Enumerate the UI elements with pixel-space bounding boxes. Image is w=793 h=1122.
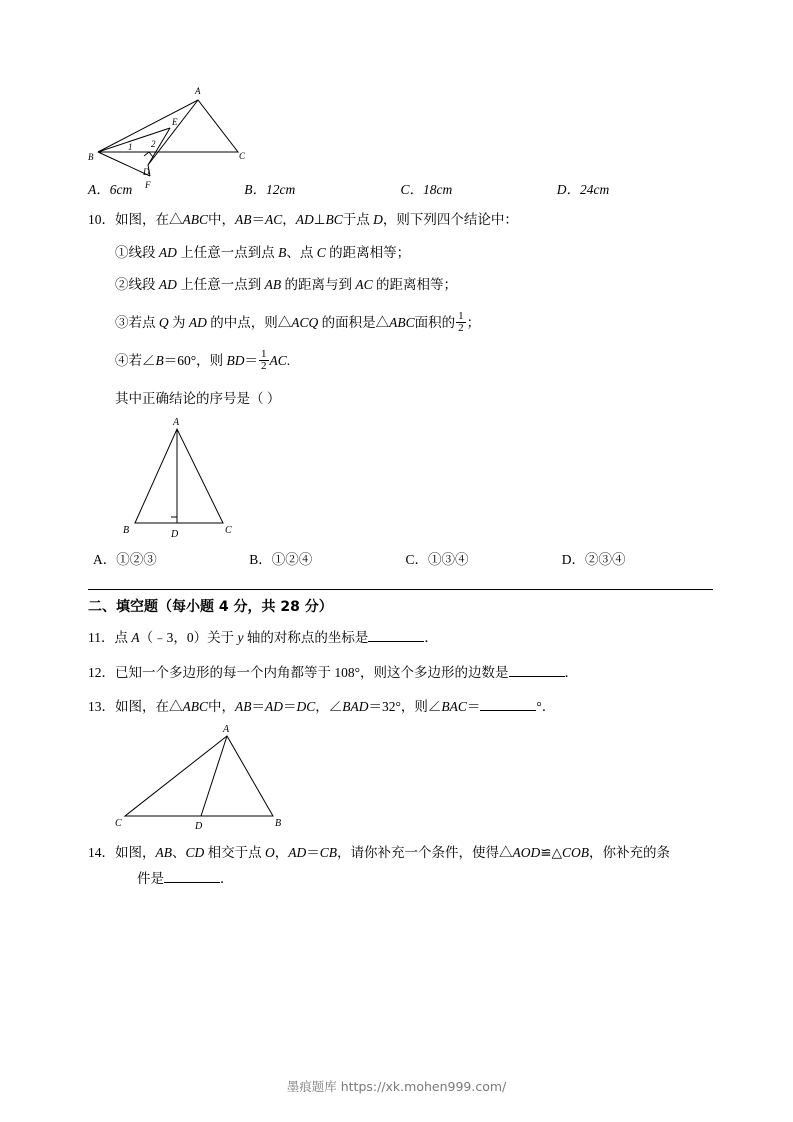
- question-12: [88, 660, 713, 686]
- svg-text:2: 2: [151, 139, 156, 149]
- svg-text:1: 1: [128, 142, 133, 152]
- q10-choice-b[interactable]: B．①②④: [249, 552, 313, 568]
- q14-text-2: 件是 ．: [115, 866, 713, 892]
- figure-q13: [115, 724, 713, 834]
- svg-text:A: A: [195, 86, 201, 96]
- question-10: [88, 207, 713, 573]
- svg-text:D: D: [171, 529, 179, 541]
- svg-text:B: B: [123, 525, 130, 537]
- q10-statement-4: ④若∠B＝60°，则 BD＝ $\frac{1}{2}$ AC.: [115, 347, 291, 373]
- q13-text: 如图，在△ABC中，AB＝AD＝DC，∠BAD＝32°，则∠BAC＝ °．: [115, 694, 713, 720]
- page-footer: 墨痕题库 https://xk.mohen999.com/: [286, 1079, 507, 1094]
- figure-q10-svg: [115, 417, 285, 545]
- q14-text: 如图，AB、CD 相交于点 O，AD＝CB，请你补充一个条件，使得△AOD≌△COB，你补充的条: [115, 845, 670, 861]
- q14-answer-blank[interactable]: [164, 868, 220, 883]
- q10-stem: 如图，在△ABC中，AB＝AC，AD⊥BC于点 D，则下列四个结论中：: [115, 212, 518, 227]
- question-11: [88, 625, 713, 651]
- section-2-heading: 二、填空题（每小题 4 分，共 28 分）: [88, 589, 713, 616]
- svg-text:E: E: [172, 117, 178, 127]
- q14-number: 14．: [88, 845, 115, 861]
- question-13: [88, 694, 713, 836]
- q10-choice-a[interactable]: A．①②③: [93, 552, 157, 568]
- q12-answer-blank[interactable]: [509, 662, 565, 677]
- svg-text:B: B: [88, 152, 94, 162]
- q13-number: 13．: [88, 699, 115, 715]
- fraction-one-half: $\frac{1}{2}$: [458, 309, 464, 335]
- svg-text:D: D: [143, 167, 150, 177]
- figure-q10: [115, 417, 718, 545]
- svg-text:C: C: [239, 151, 246, 161]
- svg-text:A: A: [173, 417, 180, 429]
- q9-choice-a[interactable]: A．6cm: [88, 182, 133, 197]
- q10-statement-3: ③若点 Q 为 AD 的中点，则△ACQ 的面积是△ABC面积的 $\frac{1}{2}$ ；: [115, 309, 481, 335]
- fraction-one-half-2: $\frac{1}{2}$: [261, 347, 267, 373]
- q10-statement-2: ②线段 AD 上任意一点到 AB 的距离与到 AC 的距离相等；: [115, 277, 458, 293]
- q10-choice-d[interactable]: D．②③④: [561, 552, 626, 568]
- q10-choice-c[interactable]: C．①③④: [405, 552, 469, 568]
- q11-number: 11．: [88, 630, 115, 646]
- svg-text:A: A: [223, 724, 230, 736]
- q10-choices: [93, 547, 718, 573]
- q9-choice-b[interactable]: B．12cm: [244, 182, 296, 197]
- q12-number: 12．: [88, 664, 115, 680]
- q11-text: 点 A（﹣3，0）关于 y 轴的对称点的坐标是 ．: [115, 625, 714, 651]
- q12-text: 已知一个多边形的每一个内角都等于 108°，则这个多边形的边数是 ．: [115, 660, 713, 686]
- svg-text:B: B: [275, 818, 282, 830]
- document-body: [88, 60, 713, 891]
- q11-answer-blank[interactable]: [368, 628, 424, 643]
- q9-choice-c[interactable]: C．18cm: [400, 182, 453, 197]
- q9-choices: [88, 178, 713, 198]
- q10-tail: 其中正确结论的序号是（ ）: [115, 390, 281, 406]
- q13-answer-blank[interactable]: [480, 697, 536, 712]
- q10-statement-1: ①线段 AD 上任意一点到点 B、点 C 的距离相等；: [115, 244, 411, 260]
- svg-text:C: C: [225, 525, 232, 537]
- svg-text:D: D: [195, 821, 203, 833]
- q9-choice-d[interactable]: D．24cm: [556, 182, 610, 197]
- q10-number: 10．: [88, 212, 115, 227]
- svg-text:C: C: [115, 818, 122, 830]
- svg-text:F: F: [145, 180, 151, 190]
- question-14: [88, 840, 713, 891]
- figure-q13-svg: [115, 724, 335, 834]
